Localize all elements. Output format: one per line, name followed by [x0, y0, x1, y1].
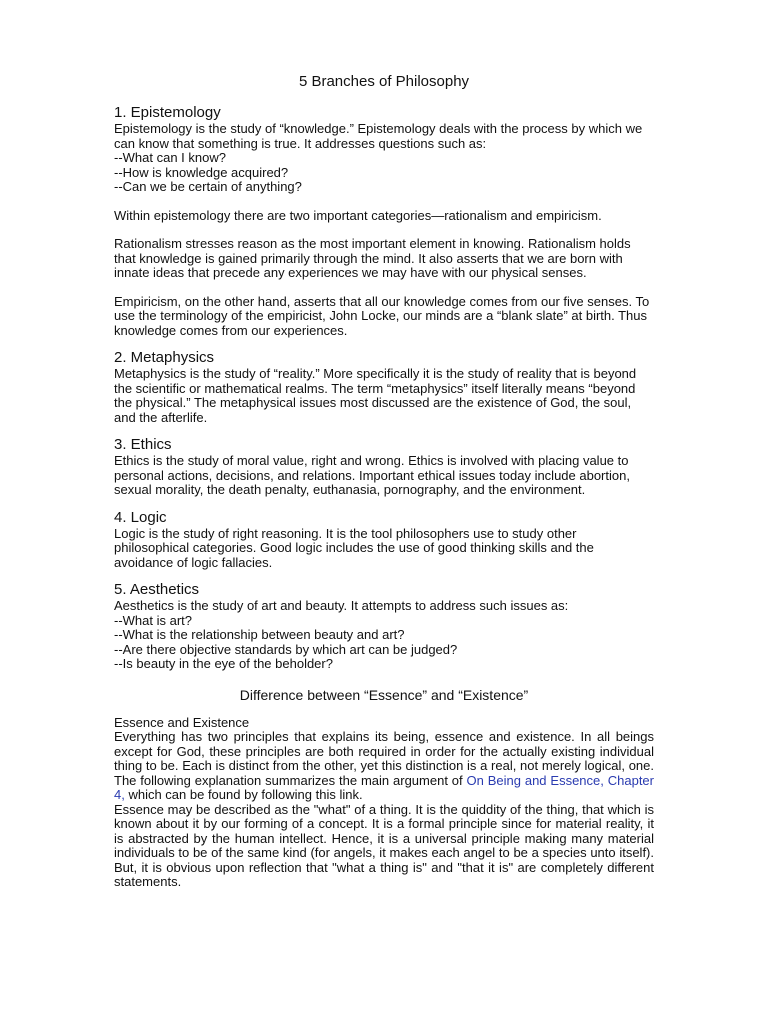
paragraph: Rationalism stresses reason as the most important element in knowing. Rationalism holds that knowledge is gained primarily through the mind. It also asserts that we are born with innate ideas that precede any experiences we may have with our physical senses.: [114, 236, 631, 280]
document-page: [114, 72, 654, 890]
essence-paragraph-2: Essence may be described as the "what" of a thing. It is the quiddity of the thing, that which is known about it by our forming of a concept. It is a formal principle since for material reality, it is abstracted by the human intellect. Hence, it is a universal principle making many material individuals to be of the same kind (for angels, it makes each angel to be a species unto itself). But, it is obvious upon reflection that "what a thing is" and "that it is" are completely different statements.: [114, 801, 654, 889]
section-logic: [114, 508, 654, 571]
question-item: --What is the relationship between beauty and art?: [114, 627, 405, 642]
essence-text: Everything has two principles that explains its being, essence and existence. In all beings except for God, these principles are both required in order for the actually existing individual thing to be. Each is distinct from the other, yet this distinction is a real, not merely logical, one. The following explanation summarizes the main argument of: [114, 729, 654, 788]
paragraph: Within epistemology there are two important categories—rationalism and empiricism.: [114, 207, 602, 223]
section-heading: 3. Ethics: [114, 436, 172, 453]
question-item: --Are there objective standards by which art can be judged?: [114, 641, 458, 657]
on-being-and-essence-link[interactable]: On Being and Essence, Chapter 4,: [114, 772, 654, 802]
document-title: 5 Branches of Philosophy: [298, 73, 470, 90]
section-metaphysics: [114, 348, 654, 425]
question-item: --What is art?: [114, 612, 193, 628]
section-intro: Epistemology is the study of “knowledge.” Epistemology deals with the process by which we can know that something is true. It addresses questions such as:: [114, 121, 643, 151]
section-intro: Aesthetics is the study of art and beauty. It attempts to address such issues as:: [114, 598, 569, 613]
question-item: --Can we be certain of anything?: [114, 179, 302, 194]
section-text: Logic is the study of right reasoning. It is the tool philosophers use to study other philosophical categories. Good logic includes the use of good thinking skills and the avoidance of logic fallacies.: [114, 525, 594, 570]
section-epistemology: [114, 103, 654, 338]
section-heading: 1. Epistemology: [114, 104, 221, 121]
essence-label: Essence and Existence: [114, 714, 250, 730]
section-aesthetics: [114, 580, 654, 672]
essence-paragraph-1: [114, 730, 654, 803]
question-item: --What can I know?: [114, 150, 226, 165]
section-heading: 2. Metaphysics: [114, 349, 215, 366]
essence-text: which can be found by following this link.: [124, 787, 363, 802]
question-item: --Is beauty in the eye of the beholder?: [114, 656, 333, 671]
section-text: Ethics is the study of moral value, right and wrong. Ethics is involved with placing value to personal actions, decisions, and relations. Important ethical issues today include abortion, sexual morality, the death penalty, euthanasia, pornography, and the environment.: [114, 453, 630, 497]
section-ethics: [114, 435, 654, 498]
essence-existence-title: Difference between “Essence” and “Existence”: [239, 686, 529, 703]
paragraph: Empiricism, on the other hand, asserts that all our knowledge comes from our five senses. To use the terminology of the empiricist, John Locke, our minds are a “blank slate” at birth. Thus knowledge comes from our experiences.: [114, 293, 650, 338]
section-text: Metaphysics is the study of “reality.” More specifically it is the study of reality that is beyond the scientific or mathematical realms. The term “metaphysics” itself literally means “beyond the physical.” The metaphysical issues most discussed are the existence of God, the soul, and the afterlife.: [114, 366, 637, 425]
question-item: --How is knowledge acquired?: [114, 164, 289, 180]
section-heading: 4. Logic: [114, 508, 167, 526]
essence-section: [114, 716, 654, 890]
section-heading: 5. Aesthetics: [114, 581, 200, 598]
